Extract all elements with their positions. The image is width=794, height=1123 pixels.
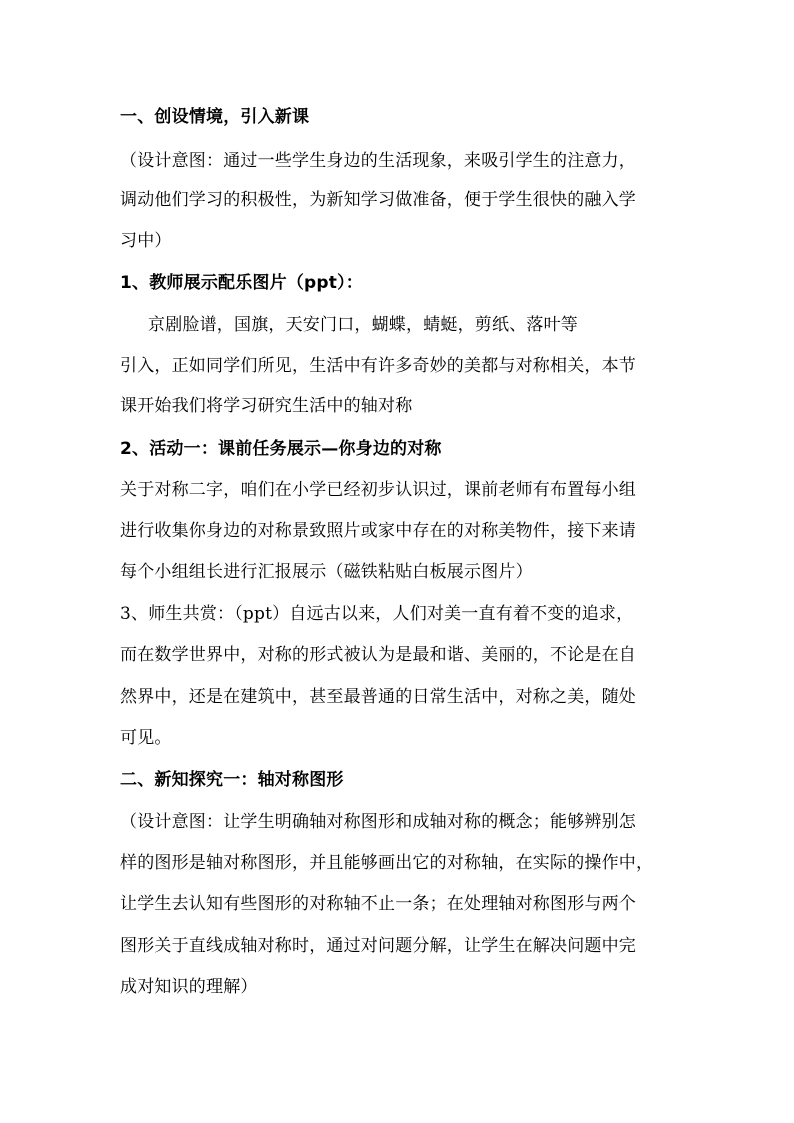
subsection-line-3: 3、师生共赏：（ppt）自远古以来，人们对美一直有着不变的追求， <box>120 604 634 624</box>
paragraph-line: 让学生去认知有些图形的对称轴不止一条；在处理轴对称图形与两个 <box>120 894 636 914</box>
paragraph-line: 关于对称二字，咱们在小学已经初步认识过，课前老师有布置每小组 <box>120 480 636 500</box>
subsection-heading-2: 2、活动一：课前任务展示—你身边的对称 <box>120 439 442 459</box>
section-heading-2: 二、新知探究一：轴对称图形 <box>120 770 344 790</box>
paragraph-line: 然界中，还是在建筑中，甚至最普通的日常生活中，对称之美，随处 <box>120 687 636 707</box>
paragraph-line: 习中） <box>120 231 172 251</box>
subsection-heading-1: 1、教师展示配乐图片（ppt）： <box>120 273 363 293</box>
design-intent-line: （设计意图：让学生明确轴对称图形和成轴对称的概念；能够辨别怎 <box>120 812 636 832</box>
paragraph-line: 图形关于直线成轴对称时，通过对问题分解，让学生在解决问题中完 <box>120 936 636 956</box>
paragraph-line: 调动他们学习的积极性，为新知学习做准备，便于学生很快的融入学 <box>120 190 636 210</box>
paragraph-line: 课开始我们将学习研究生活中的轴对称 <box>120 396 413 416</box>
paragraph-line: 成对知识的理解） <box>120 977 258 997</box>
paragraph-line: 引入，正如同学们所见，生活中有许多奇妙的美都与对称相关，本节 <box>120 356 636 376</box>
paragraph-line: 样的图形是轴对称图形，并且能够画出它的对称轴，在实际的操作中， <box>120 853 654 873</box>
design-intent-line: （设计意图：通过一些学生身边的生活现象，来吸引学生的注意力， <box>120 151 636 171</box>
paragraph-line: 每个小组组长进行汇报展示（磁铁粘贴白板展示图片） <box>120 562 533 582</box>
paragraph-line: 进行收集你身边的对称景致照片或家中存在的对称美物件，接下来请 <box>120 521 636 541</box>
paragraph-line: 可见。 <box>120 728 172 748</box>
section-heading-1: 一、创设情境，引入新课 <box>120 107 310 127</box>
paragraph-line: 京剧脸谱，国旗，天安门口，蝴蝶，蜻蜓，剪纸、落叶等 <box>148 315 578 335</box>
paragraph-line: 而在数学世界中，对称的形式被认为是最和谐、美丽的，不论是在自 <box>120 645 636 665</box>
